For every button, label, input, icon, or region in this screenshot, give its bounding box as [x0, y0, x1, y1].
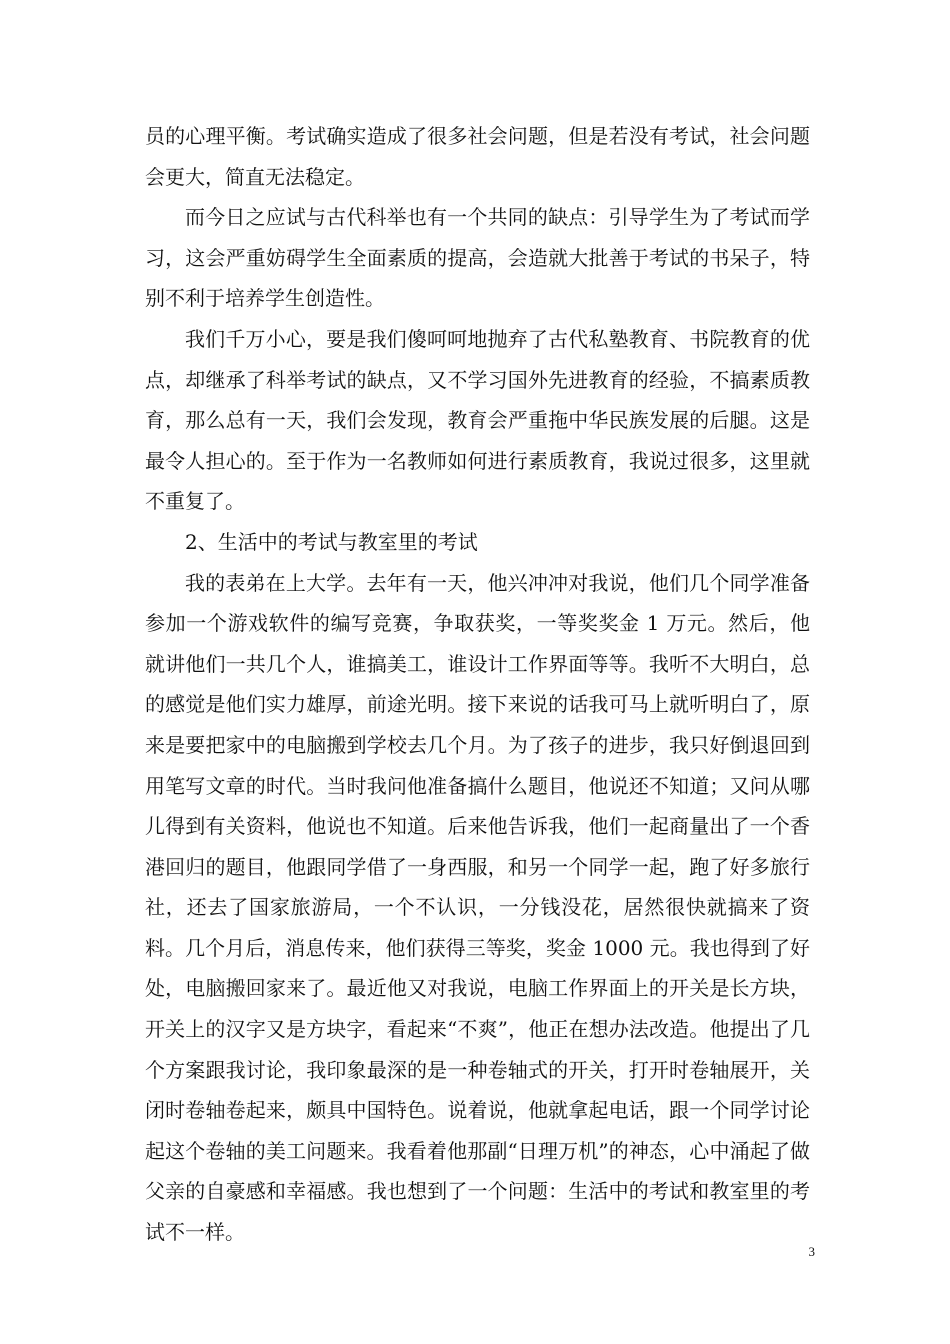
paragraph-exam-flaw: 而今日之应试与古代科举也有一个共同的缺点：引导学生为了考试而学习，这会严重妨碍学生全面素质的提高，会造就大批善于考试的书呆子，特别不利于培养学生创造性。: [145, 205, 810, 311]
paragraph-continuation: 员的心理平衡。考试确实造成了很多社会问题，但是若没有考试，社会问题会更大，简直无法稳定。: [145, 124, 810, 189]
paragraph-warning: 我们千万小心，要是我们傻呵呵地抛弃了古代私塾教育、书院教育的优点，却继承了科举考试的缺点，又不学习国外先进教育的经验，不搞素质教育，那么总有一天，我们会发现，教育会严重拖中华民族发展的后腿。这是最令人担心的。至于作为一名教师如何进行素质教育，我说过很多，这里就不重复了。: [145, 326, 810, 514]
section-heading: 2、生活中的考试与教室里的考试: [185, 529, 478, 554]
document-body: [145, 116, 810, 1253]
paragraph-cousin-story: 我的表弟在上大学。去年有一天，他兴冲冲对我说，他们几个同学准备参加一个游戏软件的编写竞赛，争取获奖，一等奖奖金 1 万元。然后，他就讲他们一共几个人，谁搞美工，谁设计工作界面等等。我听不大明白，总的感觉是他们实力雄厚，前途光明。接下来说的话我可马上就听明白了，原来是要把家中的电脑搬到学校去几个月。为了孩子的进步，我只好倒退回到用笔写文章的时代。当时我问他准备搞什么题目，他说还不知道；又问从哪儿得到有关资料，他说也不知道。后来他告诉我，他们一起商量出了一个香港回归的题目，他跟同学借了一身西服，和另一个同学一起，跑了好多旅行社，还去了国家旅游局，一个不认识，一分钱没花，居然很快就搞来了资料。几个月后，消息传来，他们获得三等奖，奖金 1000 元。我也得到了好处，电脑搬回家来了。最近他又对我说，电脑工作界面上的开关是长方块，开关上的汉字又是方块字，看起来“不爽”，他正在想办法改造。他提出了几个方案跟我讨论，我印象最深的是一种卷轴式的开关，打开时卷轴展开，关闭时卷轴卷起来，颇具中国特色。说着说，他就拿起电话，跟一个同学讨论起这个卷轴的美工问题来。我看着他那副“日理万机”的神态，心中涌起了做父亲的自豪感和幸福感。我也想到了一个问题：生活中的考试和教室里的考试不一样。: [145, 570, 810, 1245]
page-number: 3: [808, 1244, 815, 1259]
